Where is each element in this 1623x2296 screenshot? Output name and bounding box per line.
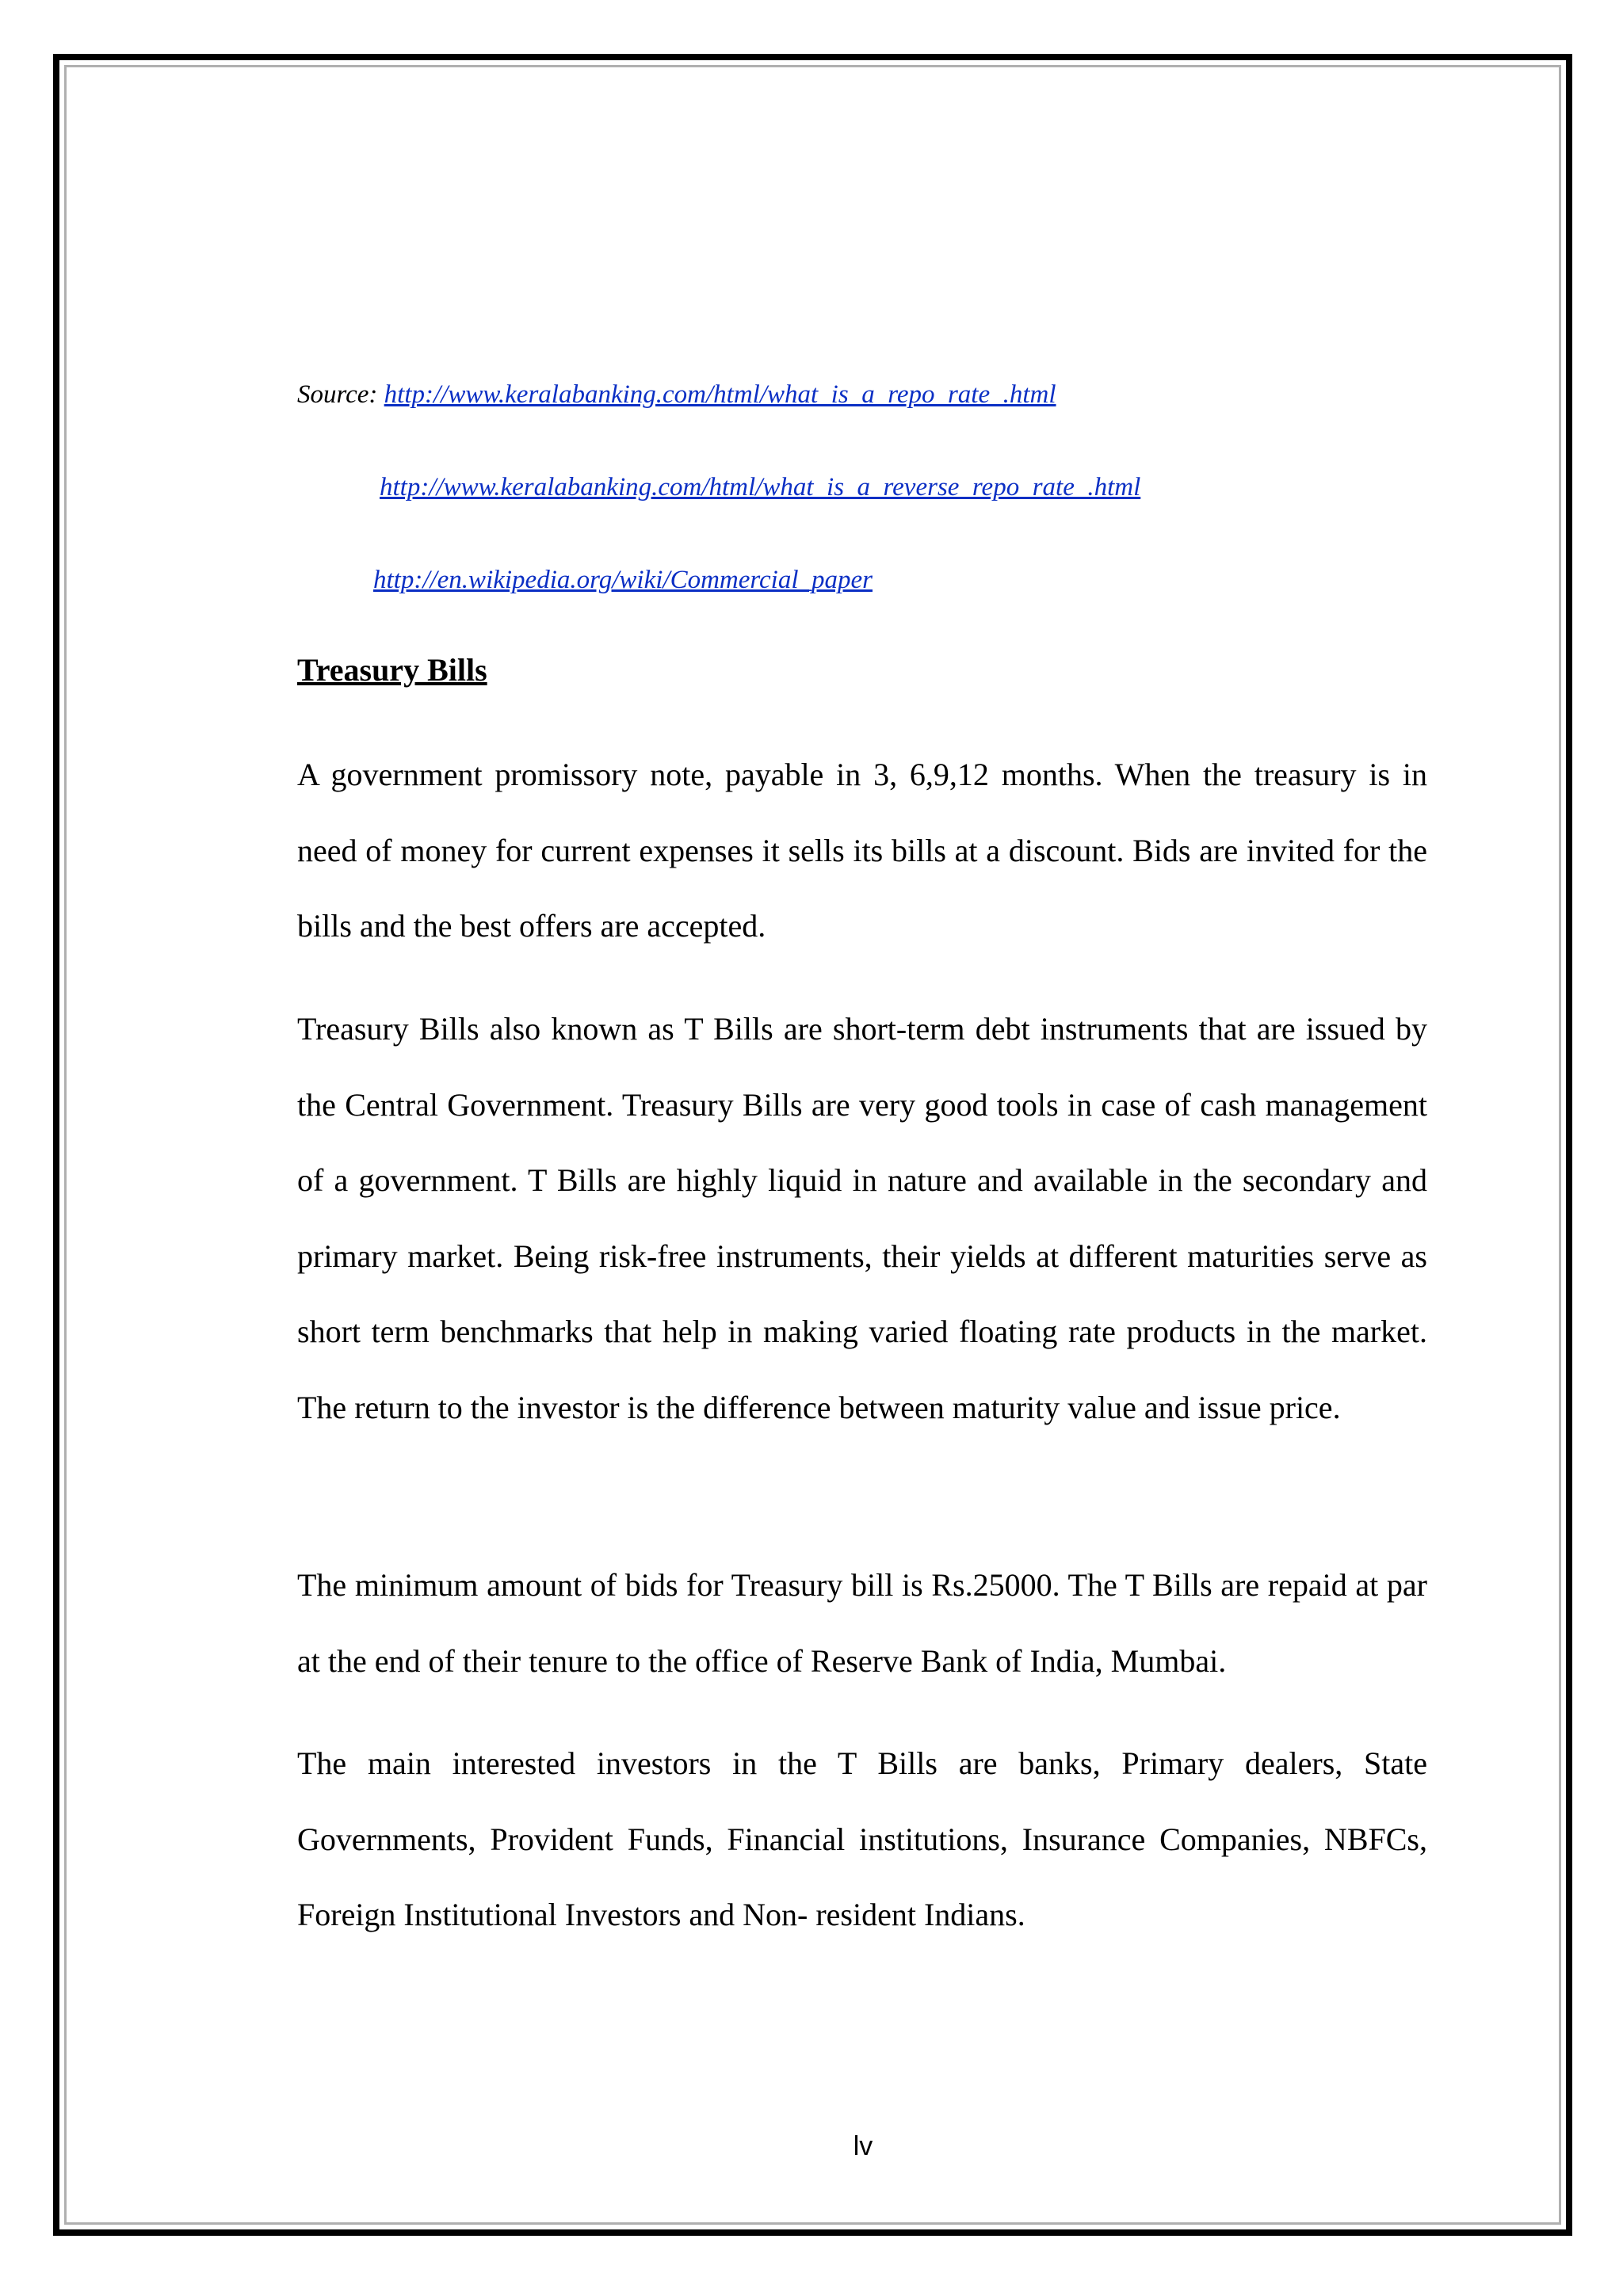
paragraph-minimum-bids: The minimum amount of bids for Treasury bill is Rs.25000. The T Bills are repaid at par at the end of their tenure to the office of Reserve Bank of India, Mumbai.	[297, 1567, 1427, 1679]
page-number: lv	[853, 2131, 873, 2161]
source-link-commercial-paper[interactable]: http://en.wikipedia.org/wiki/Commercial_paper	[373, 566, 873, 594]
section-heading: Treasury Bills	[297, 652, 487, 688]
source-label: Source:	[297, 380, 384, 409]
source-link-repo-rate[interactable]: http://www.keralabanking.com/html/what_is_a_repo_rate_.html	[384, 380, 1056, 409]
paragraph-definition: A government promissory note, payable in 3, 6,9,12 months. When the treasury is in need of money for current expenses it sells its bills at a discount. Bids are invited for the bills and the best offers are accepted.	[297, 757, 1427, 944]
source-line-2	[380, 475, 1140, 501]
paragraph-investors: The main interested investors in the T Bills are banks, Primary dealers, State Governments, Provident Funds, Financial institutions, Insurance Companies, NBFCs, Foreign Institutional Investors and Non- resident Indians.	[297, 1745, 1427, 1932]
source-line-1	[297, 382, 1056, 408]
source-link-reverse-repo-rate[interactable]: http://www.keralabanking.com/html/what_is_a_reverse_repo_rate_.html	[380, 473, 1141, 502]
source-line-3	[373, 567, 873, 593]
paragraph-t-bills-overview: Treasury Bills also known as T Bills are short-term debt instruments that are issued by the Central Government. Treasury Bills are very good tools in case of cash management of a government. T Bills are highly liquid in nature and available in the secondary and primary market. Being risk-free instruments, their yields at different maturities serve as short term benchmarks that help in making varied floating rate products in the market. The return to the investor is the difference between maturity value and issue price.	[297, 1011, 1427, 1425]
